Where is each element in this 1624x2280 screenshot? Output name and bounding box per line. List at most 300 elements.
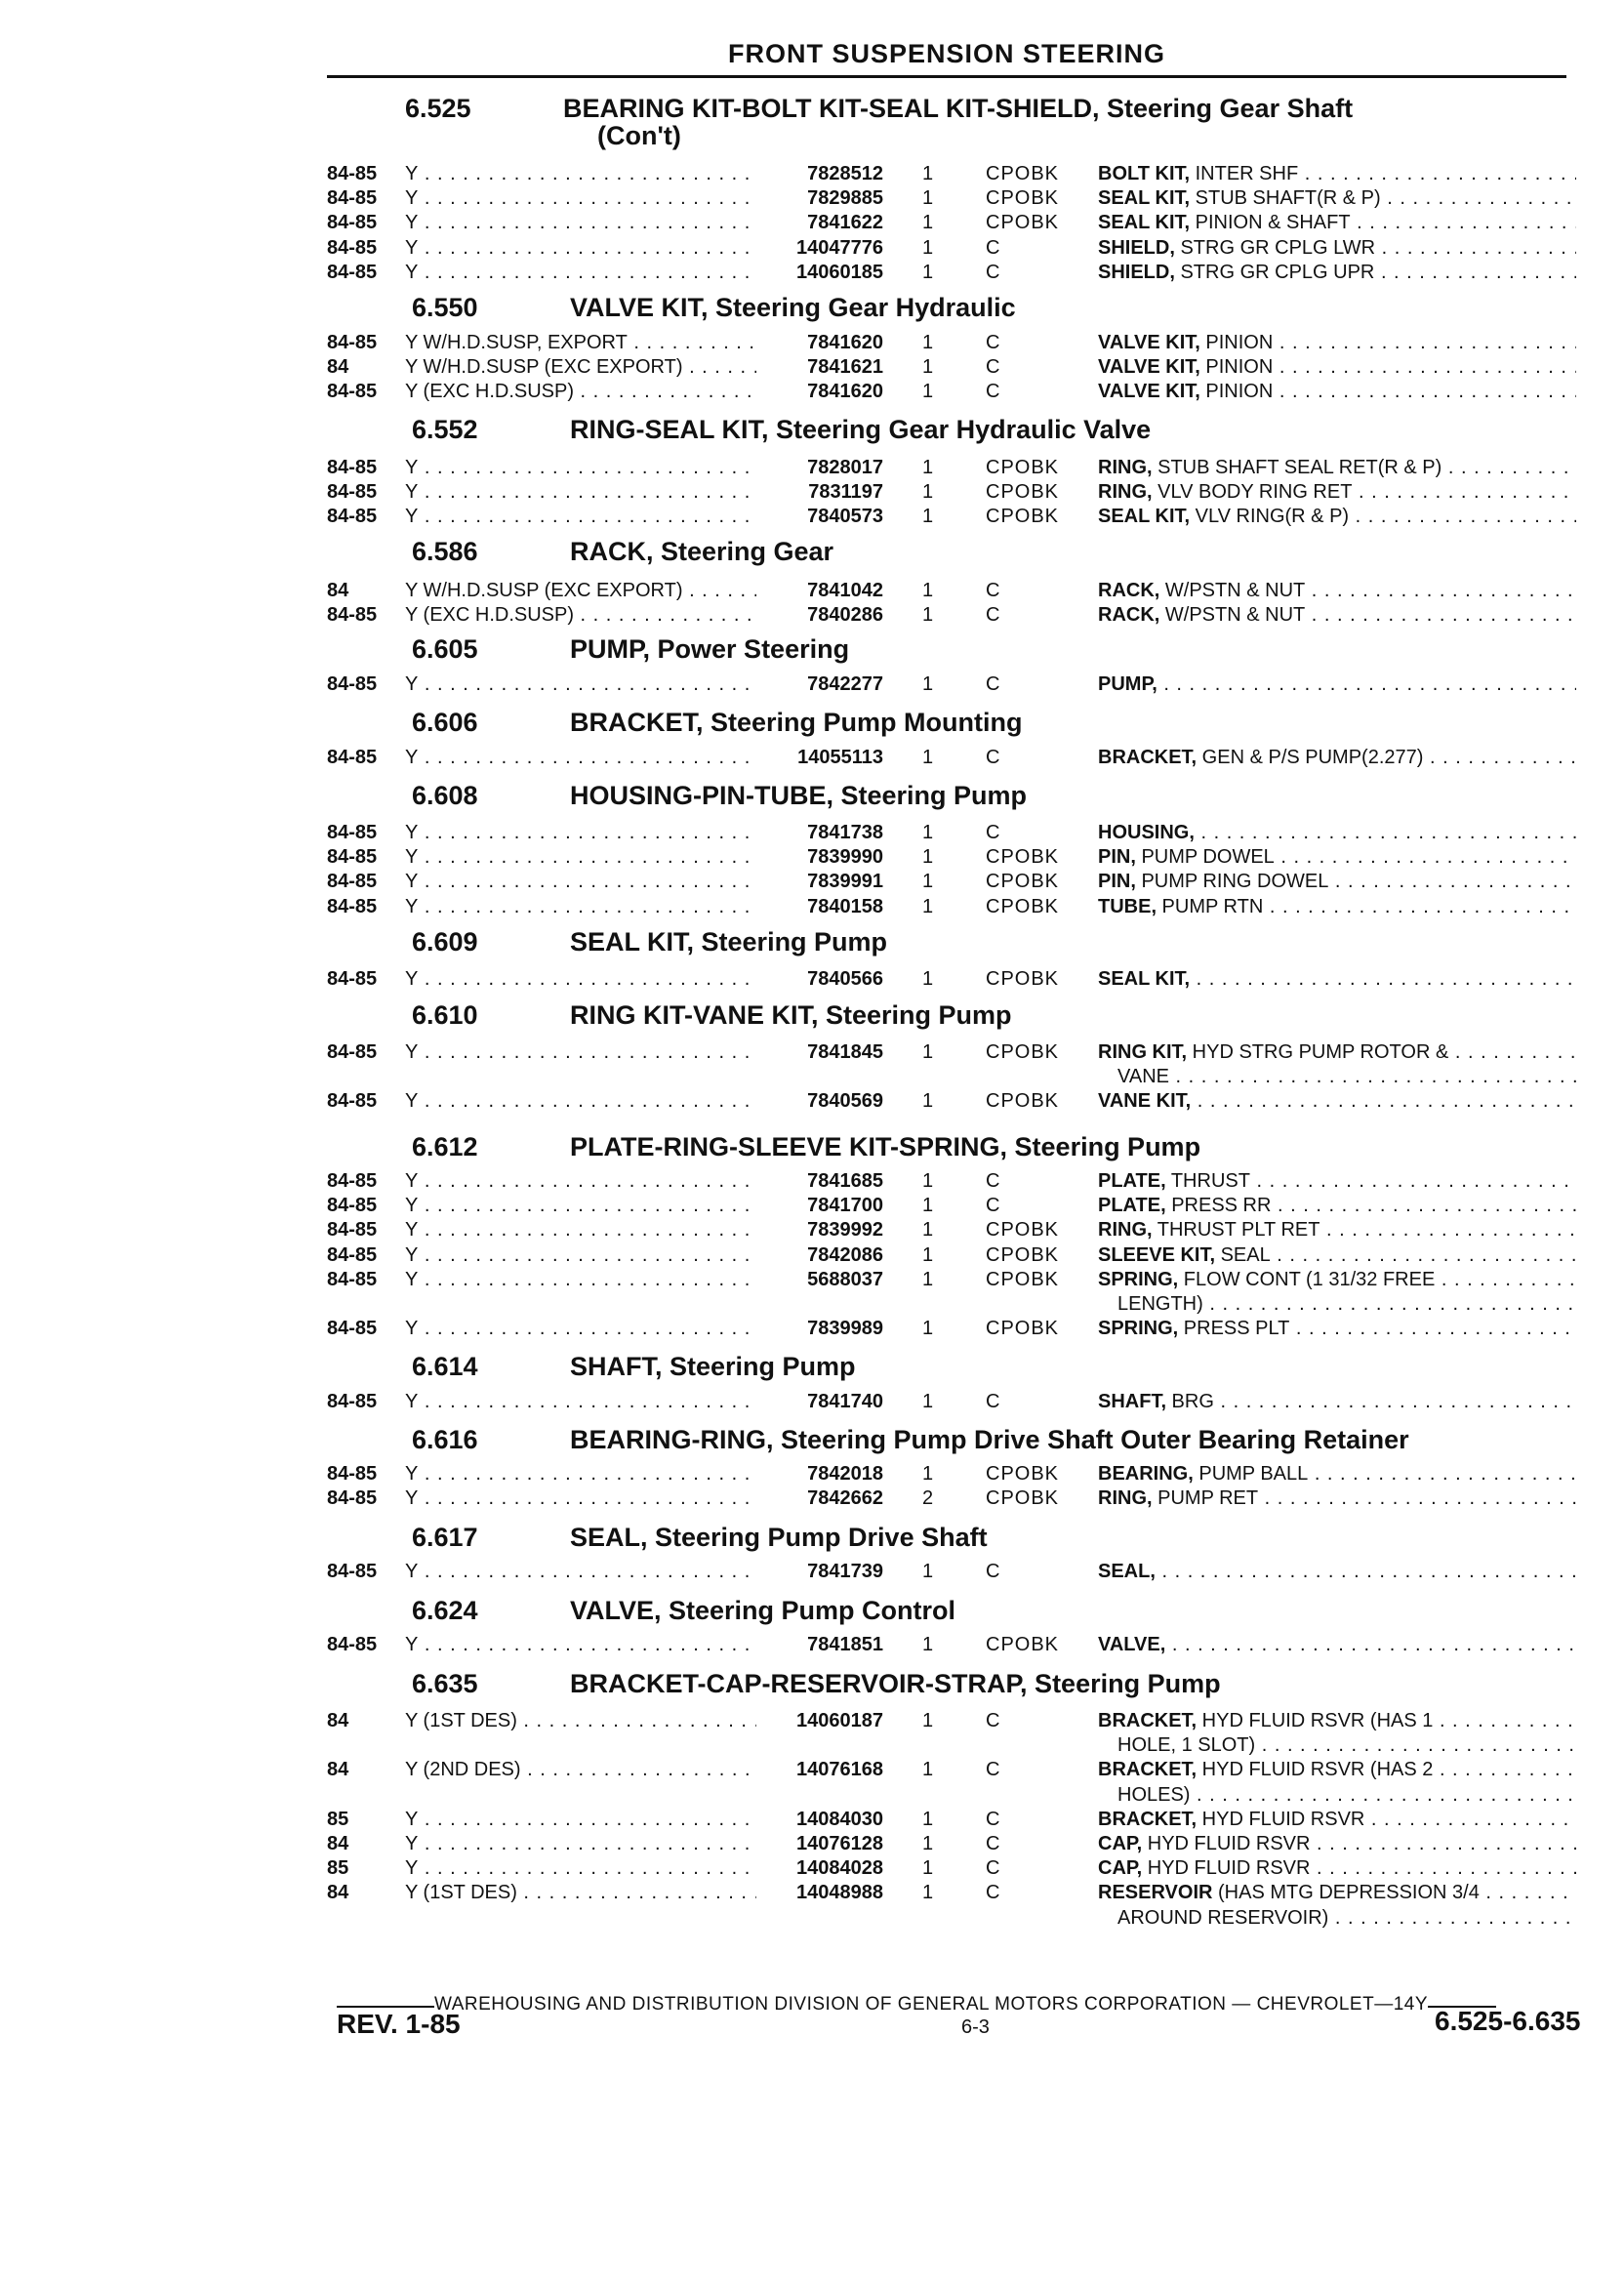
table-row — [0, 1632, 1624, 1657]
description-noun: RESERVOIR — [1098, 1882, 1213, 1903]
description-cell — [1098, 966, 1576, 992]
description-noun: HOUSING, — [1098, 822, 1195, 843]
part-number-cell: 14084030 — [796, 1809, 883, 1830]
model-cell: Y . . . — [405, 455, 756, 480]
model-cell: Y . . . — [405, 1316, 756, 1341]
model-cell: Y . . . — [405, 672, 756, 697]
year-cell: 84-85 — [327, 1269, 378, 1290]
source-code-cell: CPOBK — [986, 896, 1060, 917]
description-noun: SPRING, — [1098, 1269, 1179, 1290]
year-cell: 84-85 — [327, 822, 378, 843]
section-number: 6.616 — [412, 1425, 478, 1454]
description-noun: CAP, — [1098, 1833, 1143, 1854]
table-row — [0, 1880, 1624, 1905]
model-cell: Y . . . — [405, 1193, 756, 1218]
source-code-cell: C — [986, 1809, 1001, 1830]
part-number-cell: 14055113 — [797, 747, 883, 768]
part-number-cell: 14060187 — [796, 1710, 883, 1731]
source-code-cell: C — [986, 1710, 1001, 1731]
quantity-cell: 1 — [922, 1710, 934, 1731]
description-detail: PRESS RR — [1165, 1195, 1272, 1216]
model-cell: Y . . . — [405, 1242, 756, 1268]
source-code-cell: C — [986, 822, 1001, 843]
description-detail: BRG — [1166, 1391, 1214, 1412]
model-cell: Y . . . — [405, 1168, 756, 1194]
page-number: 6-3 — [961, 2016, 990, 2038]
table-row — [0, 354, 1624, 380]
year-cell: 84 — [327, 1833, 349, 1854]
year-cell: 84-85 — [327, 262, 378, 283]
part-number-cell: 7841685 — [807, 1170, 883, 1192]
source-code-cell: C — [986, 1857, 1001, 1879]
model-cell: Y . . . — [405, 894, 756, 919]
description-cell — [1098, 161, 1576, 186]
model-cell: Y . . . — [405, 504, 756, 529]
part-number-cell: 7840573 — [807, 506, 883, 527]
section-number: 6.612 — [412, 1132, 478, 1161]
part-number-cell: 7841621 — [807, 356, 883, 378]
description-cell — [1098, 844, 1576, 870]
table-row — [0, 844, 1624, 870]
part-number-cell: 14048988 — [796, 1882, 883, 1903]
description-noun: BRACKET, — [1098, 1710, 1198, 1731]
description-detail: PINION — [1199, 381, 1274, 402]
revision-label: REV. 1-85 — [337, 2009, 461, 2039]
model-cell: Y . . . — [405, 1389, 756, 1414]
quantity-cell: 1 — [922, 481, 934, 503]
year-cell: 84 — [327, 356, 349, 378]
part-number-cell: 7840569 — [807, 1090, 883, 1112]
table-row — [0, 869, 1624, 894]
source-code-cell: CPOBK — [986, 187, 1060, 209]
table-row — [0, 1316, 1624, 1341]
description-detail: HYD FLUID RSVR (HAS 2 — [1197, 1759, 1434, 1780]
description-cell — [1098, 479, 1576, 505]
year-cell: 84-85 — [327, 1463, 378, 1485]
description-noun: PLATE, — [1098, 1170, 1166, 1192]
year-cell: 84-85 — [327, 871, 378, 892]
description-detail: VLV BODY RING RET — [1152, 481, 1353, 503]
quantity-cell: 1 — [922, 1219, 934, 1241]
year-cell: 84-85 — [327, 481, 378, 503]
source-code-cell: CPOBK — [986, 1487, 1060, 1509]
description-detail: PINION & SHAFT — [1190, 212, 1351, 233]
description-detail: PRESS PLT — [1178, 1318, 1290, 1339]
year-cell: 84-85 — [327, 1634, 378, 1655]
source-code-cell: CPOBK — [986, 1318, 1060, 1339]
model-cell: Y . . . — [405, 260, 756, 285]
table-row — [0, 1088, 1624, 1114]
quantity-cell: 1 — [922, 896, 934, 917]
source-code-cell: C — [986, 237, 1001, 259]
description-noun: RING, — [1098, 1487, 1153, 1509]
model-cell: Y . . . — [405, 479, 756, 505]
year-cell: 84-85 — [327, 1090, 378, 1112]
description-noun: VALVE KIT, — [1098, 381, 1200, 402]
source-code-cell: CPOBK — [986, 871, 1060, 892]
description-noun: SHIELD, — [1098, 262, 1175, 283]
part-number-cell: 7841738 — [807, 822, 883, 843]
description-cell — [1098, 235, 1576, 261]
table-row — [0, 1757, 1624, 1782]
source-code-cell: C — [986, 1170, 1001, 1192]
description-cell — [1098, 1461, 1576, 1486]
table-row — [0, 1807, 1624, 1832]
table-row — [0, 1267, 1624, 1292]
table-row — [0, 1039, 1624, 1065]
source-code-cell: CPOBK — [986, 968, 1060, 990]
description-detail: (HAS MTG DEPRESSION 3/4 — [1212, 1882, 1480, 1903]
model-cell: Y W/H.D.SUSP (EXC EXPORT) . . . — [405, 578, 756, 603]
source-code-cell: C — [986, 673, 1001, 695]
description-cell — [1098, 354, 1576, 380]
quantity-cell: 1 — [922, 1882, 934, 1903]
quantity-cell: 1 — [922, 846, 934, 868]
source-code-cell: CPOBK — [986, 1041, 1060, 1063]
part-number-cell: 14084028 — [796, 1857, 883, 1879]
quantity-cell: 1 — [922, 381, 934, 402]
year-cell: 84-85 — [327, 163, 378, 184]
quantity-cell: 1 — [922, 163, 934, 184]
part-number-cell: 7841042 — [807, 580, 883, 601]
description-detail: PUMP RET — [1152, 1487, 1259, 1509]
year-cell: 84-85 — [327, 1170, 378, 1192]
description-continuation: HOLE, 1 SLOT) . . . — [1117, 1732, 1576, 1758]
model-cell: Y . . . — [405, 210, 756, 235]
source-code-cell: CPOBK — [986, 506, 1060, 527]
quantity-cell: 1 — [922, 212, 934, 233]
model-cell: Y (EXC H.D.SUSP) . . . — [405, 379, 756, 404]
description-cell — [1098, 1831, 1576, 1856]
model-cell: Y W/H.D.SUSP (EXC EXPORT) . . . — [405, 354, 756, 380]
description-noun: SEAL, — [1098, 1561, 1156, 1582]
source-code-cell: C — [986, 1833, 1001, 1854]
section-number: 6.614 — [412, 1352, 478, 1381]
quantity-cell: 1 — [922, 1857, 934, 1879]
description-cell — [1098, 455, 1576, 480]
description-noun: TUBE, — [1098, 896, 1157, 917]
table-row — [0, 235, 1624, 261]
quantity-cell: 1 — [922, 1195, 934, 1216]
section-title: HOUSING-PIN-TUBE, Steering Pump — [570, 781, 1028, 810]
description-cell — [1098, 379, 1576, 404]
description-detail: PUMP DOWEL — [1135, 846, 1275, 868]
description-cell — [1098, 1193, 1576, 1218]
year-cell: 84-85 — [327, 1318, 378, 1339]
model-cell: Y W/H.D.SUSP, EXPORT . . . — [405, 330, 756, 355]
description-cell — [1098, 1807, 1576, 1832]
model-cell: Y (EXC H.D.SUSP) . . . — [405, 602, 756, 628]
description-cell — [1098, 330, 1576, 355]
table-row — [0, 578, 1624, 603]
part-number-cell: 7841739 — [807, 1561, 883, 1582]
part-number-cell: 7841845 — [807, 1041, 883, 1063]
table-row — [0, 1242, 1624, 1268]
quantity-cell: 1 — [922, 968, 934, 990]
quantity-cell: 1 — [922, 187, 934, 209]
description-noun: PIN, — [1098, 871, 1136, 892]
source-code-cell: C — [986, 1759, 1001, 1780]
section-title: PUMP, Power Steering — [570, 634, 850, 664]
footer-division — [337, 1994, 1496, 2015]
table-row — [0, 260, 1624, 285]
year-cell: 84-85 — [327, 1195, 378, 1216]
model-cell: Y . . . — [405, 1486, 756, 1511]
section-number: 6.605 — [412, 634, 478, 664]
source-code-cell: C — [986, 604, 1001, 626]
part-number-cell: 7840286 — [807, 604, 883, 626]
description-cell — [1098, 1039, 1576, 1065]
description-cell — [1098, 1316, 1576, 1341]
table-row — [0, 894, 1624, 919]
table-row — [0, 1855, 1624, 1881]
year-cell: 84-85 — [327, 1244, 378, 1266]
part-number-cell: 7839990 — [807, 846, 883, 868]
source-code-cell: CPOBK — [986, 457, 1060, 478]
quantity-cell: 1 — [922, 237, 934, 259]
table-row — [0, 1831, 1624, 1856]
section-title: RING KIT-VANE KIT, Steering Pump — [570, 1000, 1012, 1030]
quantity-cell: 1 — [922, 332, 934, 353]
model-cell: Y . . . — [405, 235, 756, 261]
description-noun: RACK, — [1098, 604, 1160, 626]
description-cell — [1098, 1168, 1576, 1194]
description-noun: RING, — [1098, 457, 1153, 478]
description-continuation: AROUND RESERVOIR) . . . — [1117, 1905, 1576, 1931]
year-cell: 84-85 — [327, 332, 378, 353]
description-noun: RING, — [1098, 1219, 1153, 1241]
table-row — [0, 1708, 1624, 1733]
table-row — [0, 1217, 1624, 1242]
quantity-cell: 1 — [922, 1809, 934, 1830]
part-number-cell: 14076128 — [796, 1833, 883, 1854]
description-cell — [1098, 1632, 1576, 1657]
source-code-cell: CPOBK — [986, 1219, 1060, 1241]
description-continuation: LENGTH) . . . — [1117, 1291, 1576, 1317]
description-cell — [1098, 1088, 1576, 1114]
source-code-cell: CPOBK — [986, 846, 1060, 868]
quantity-cell: 1 — [922, 506, 934, 527]
section-title: BRACKET-CAP-RESERVOIR-STRAP, Steering Pump — [570, 1669, 1221, 1698]
year-cell: 84-85 — [327, 506, 378, 527]
description-cell — [1098, 185, 1576, 211]
description-cell — [1098, 1880, 1576, 1905]
quantity-cell: 2 — [922, 1487, 934, 1509]
description-detail: W/PSTN & NUT — [1159, 580, 1306, 601]
section-number: 6.525 — [405, 94, 471, 123]
quantity-cell: 1 — [922, 1833, 934, 1854]
quantity-cell: 1 — [922, 1244, 934, 1266]
section-number: 6.610 — [412, 1000, 478, 1030]
quantity-cell: 1 — [922, 580, 934, 601]
quantity-cell: 1 — [922, 1561, 934, 1582]
page-header-title: FRONT SUSPENSION STEERING — [727, 39, 1166, 68]
source-code-cell: C — [986, 1195, 1001, 1216]
source-code-cell: C — [986, 381, 1001, 402]
table-row — [0, 455, 1624, 480]
part-number-cell: 7841620 — [807, 332, 883, 353]
section-number: 6.609 — [412, 927, 478, 957]
source-code-cell: CPOBK — [986, 481, 1060, 503]
model-cell: Y . . . — [405, 161, 756, 186]
description-cell — [1098, 1559, 1576, 1584]
quantity-cell: 1 — [922, 1463, 934, 1485]
quantity-cell: 1 — [922, 673, 934, 695]
source-code-cell: C — [986, 332, 1001, 353]
model-cell: Y . . . — [405, 844, 756, 870]
description-noun: PLATE, — [1098, 1195, 1166, 1216]
description-cell — [1098, 894, 1576, 919]
quantity-cell: 1 — [922, 1318, 934, 1339]
part-number-cell: 7840566 — [807, 968, 883, 990]
part-number-cell: 7842018 — [807, 1463, 883, 1485]
quantity-cell: 1 — [922, 1391, 934, 1412]
quantity-cell: 1 — [922, 457, 934, 478]
description-cell — [1098, 820, 1576, 845]
description-detail: GEN & P/S PUMP(2.277) — [1197, 747, 1424, 768]
source-code-cell: C — [986, 1882, 1001, 1903]
section-title: BRACKET, Steering Pump Mounting — [570, 708, 1023, 737]
description-detail: HYD STRG PUMP ROTOR & — [1187, 1041, 1449, 1063]
description-noun: BEARING, — [1098, 1463, 1194, 1485]
section-title: BEARING KIT-BOLT KIT-SEAL KIT-SHIELD, Steering Gear Shaft — [563, 94, 1354, 123]
source-code-cell: C — [986, 747, 1001, 768]
source-code-cell: CPOBK — [986, 163, 1060, 184]
year-cell: 84-85 — [327, 604, 378, 626]
part-number-cell: 7839991 — [807, 871, 883, 892]
description-detail: PINION — [1199, 332, 1274, 353]
section-title: SEAL KIT, Steering Pump — [570, 927, 888, 957]
part-number-cell: 7841700 — [807, 1195, 883, 1216]
description-cell — [1098, 869, 1576, 894]
section-title: SHAFT, Steering Pump — [570, 1352, 856, 1381]
description-noun: SEAL KIT, — [1098, 506, 1191, 527]
description-detail: THRUST — [1165, 1170, 1250, 1192]
model-cell: Y . . . — [405, 1461, 756, 1486]
source-code-cell: CPOBK — [986, 1090, 1060, 1112]
table-row — [0, 504, 1624, 529]
table-row — [0, 1559, 1624, 1584]
section-title: BEARING-RING, Steering Pump Drive Shaft Outer Bearing Retainer — [570, 1425, 1409, 1454]
description-noun: CAP, — [1098, 1857, 1143, 1879]
source-code-cell: C — [986, 356, 1001, 378]
section-title: VALVE KIT, Steering Gear Hydraulic — [570, 293, 1016, 322]
model-cell: Y . . . — [405, 1855, 756, 1881]
year-cell: 84-85 — [327, 968, 378, 990]
description-cell — [1098, 1757, 1576, 1782]
model-cell: Y . . . — [405, 185, 756, 211]
part-number-cell: 7841620 — [807, 381, 883, 402]
source-code-cell: CPOBK — [986, 1244, 1060, 1266]
description-detail: W/PSTN & NUT — [1159, 604, 1306, 626]
description-cell — [1098, 210, 1576, 235]
table-row — [0, 966, 1624, 992]
description-cell — [1098, 1267, 1576, 1292]
section-subtitle: (Con't) — [597, 121, 681, 150]
section-number: 6.606 — [412, 708, 478, 737]
part-number-cell: 7839989 — [807, 1318, 883, 1339]
year-cell: 84-85 — [327, 1041, 378, 1063]
year-cell: 84 — [327, 1882, 349, 1903]
section-number: 6.635 — [412, 1669, 478, 1698]
part-number-cell: 14060185 — [796, 262, 883, 283]
year-cell: 84-85 — [327, 846, 378, 868]
year-cell: 85 — [327, 1857, 349, 1879]
source-code-cell: CPOBK — [986, 1269, 1060, 1290]
part-number-cell: 7829885 — [807, 187, 883, 209]
section-title: SEAL, Steering Pump Drive Shaft — [570, 1523, 988, 1552]
section-number: 6.608 — [412, 781, 478, 810]
year-cell: 84-85 — [327, 1561, 378, 1582]
description-noun: VALVE, — [1098, 1634, 1166, 1655]
source-code-cell: C — [986, 262, 1001, 283]
description-noun: SEAL KIT, — [1098, 187, 1191, 209]
source-code-cell: C — [986, 1391, 1001, 1412]
description-cell — [1098, 602, 1576, 628]
year-cell: 84-85 — [327, 1391, 378, 1412]
model-cell: Y . . . — [405, 1217, 756, 1242]
year-cell: 84-85 — [327, 1487, 378, 1509]
description-continuation: VANE . . . — [1117, 1064, 1576, 1089]
section-title: VALVE, Steering Pump Control — [570, 1596, 956, 1625]
table-row — [0, 161, 1624, 186]
year-cell: 84-85 — [327, 1219, 378, 1241]
description-cell — [1098, 504, 1576, 529]
footer-rule-left — [337, 2006, 434, 2008]
model-cell: Y . . . — [405, 1039, 756, 1065]
description-detail: FLOW CONT (1 31/32 FREE — [1178, 1269, 1436, 1290]
description-noun: VALVE KIT, — [1098, 356, 1200, 378]
table-row — [0, 672, 1624, 697]
year-cell: 84-85 — [327, 457, 378, 478]
description-cell — [1098, 1708, 1576, 1733]
table-row — [0, 210, 1624, 235]
part-number-cell: 14076168 — [796, 1759, 883, 1780]
part-number-cell: 7842662 — [807, 1487, 883, 1509]
description-detail: THRUST PLT RET — [1152, 1219, 1320, 1241]
quantity-cell: 1 — [922, 1634, 934, 1655]
part-number-cell: 7842277 — [807, 673, 883, 695]
part-number-cell: 7841851 — [807, 1634, 883, 1655]
model-cell: Y . . . — [405, 820, 756, 845]
description-detail: STUB SHAFT(R & P) — [1190, 187, 1381, 209]
table-row — [0, 602, 1624, 628]
year-cell: 84 — [327, 580, 349, 601]
part-number-cell: 5688037 — [807, 1269, 883, 1290]
source-code-cell: C — [986, 1561, 1001, 1582]
part-number-cell: 7840158 — [807, 896, 883, 917]
source-code-cell: CPOBK — [986, 212, 1060, 233]
model-cell: Y . . . — [405, 1559, 756, 1584]
table-row — [0, 185, 1624, 211]
description-cell — [1098, 578, 1576, 603]
table-row — [0, 745, 1624, 770]
table-row — [0, 330, 1624, 355]
quantity-cell: 1 — [922, 1041, 934, 1063]
part-number-cell: 7842086 — [807, 1244, 883, 1266]
year-cell: 84-85 — [327, 237, 378, 259]
description-noun: BOLT KIT, — [1098, 163, 1191, 184]
description-continuation: HOLES) . . . — [1117, 1782, 1576, 1808]
table-row — [0, 479, 1624, 505]
quantity-cell: 1 — [922, 1170, 934, 1192]
quantity-cell: 1 — [922, 871, 934, 892]
section-number: 6.586 — [412, 537, 478, 566]
description-detail: VLV RING(R & P) — [1190, 506, 1350, 527]
description-noun: SHIELD, — [1098, 237, 1175, 259]
description-noun: RING, — [1098, 481, 1153, 503]
description-noun: BRACKET, — [1098, 747, 1198, 768]
